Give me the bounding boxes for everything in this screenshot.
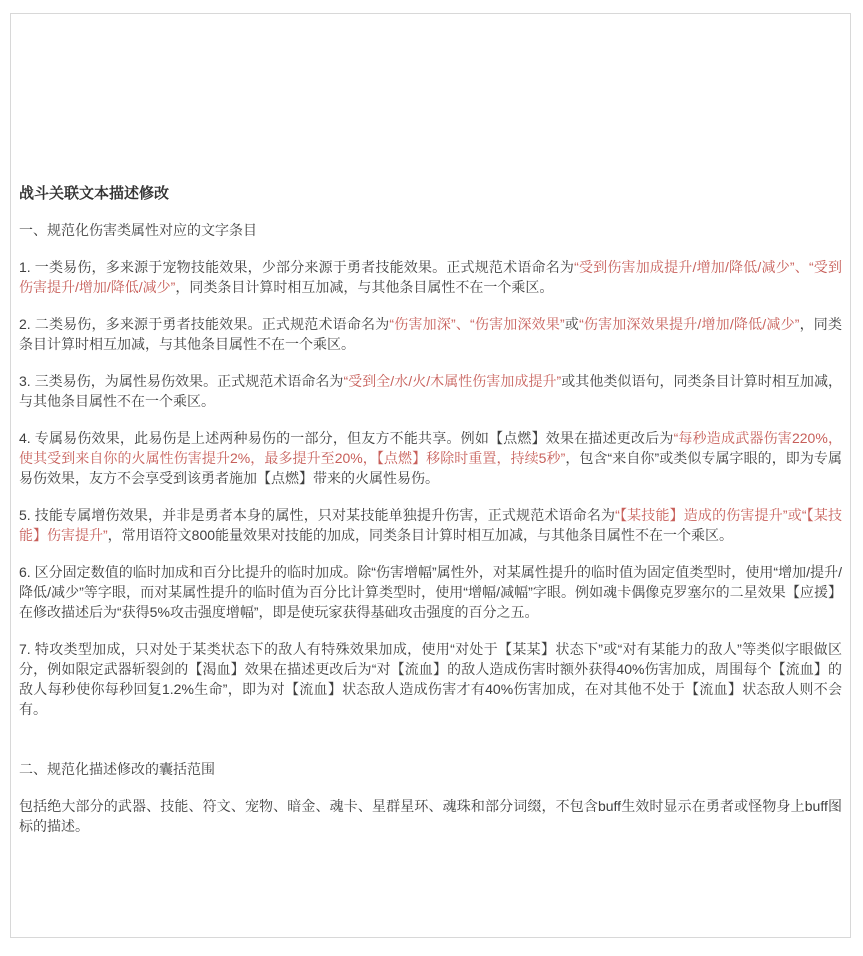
paragraph (19, 314, 842, 354)
highlighted-term: “伤害加深效果提升/增加/降低/减少” (579, 316, 800, 332)
highlighted-term: “每秒造成武器伤害220%，使其受到来自你的火属性伤害提升2%，最多提升至20%，【点燃】移除时重置，持续5秒” (19, 430, 842, 466)
body-text: 7. 特攻类型加成，只对处于某类状态下的敌人有特殊效果加成，使用“对处于【某某】状态下”或“对有某能力的敌人”等类似字眼做区分，例如限定武器斩裂剑的【渴血】效果在描述更改后为“对【流血】的敌人造成伤害时额外获得40%伤害加成，周围每个【流血】的敌人每秒使你每秒回复1.2%生命”，即为对【流血】状态敌人造成伤害才有40%伤害加成，在对其他不处于【流血】状态敌人则不会有。 (19, 641, 842, 717)
body-text: 或其他类似语句，同类条目计算时相互加减，与其他条目属性不在一个乘区。 (19, 373, 842, 409)
section-heading-1: 一、规范化伤害类属性对应的文字条目 (19, 222, 257, 238)
body-text: 6. 区分固定数值的临时加成和百分比提升的临时加成。除“伤害增幅”属性外，对某属性提升的临时值为固定值类型时，使用“增加/提升/降低/减少”等字眼，而对某属性提升的临时值为百分比计算类型时，使用“增幅/减幅”字眼。例如魂卡偶像克罗塞尔的二星效果【应援】在修改描述后为“获得5%攻击强度增幅”，即是使玩家获得基础攻击强度的百分之五。 (19, 564, 842, 620)
highlighted-term: “受到全/水/火/木属性伤害加成提升” (343, 373, 562, 389)
paragraph (19, 562, 842, 622)
paragraph (19, 796, 842, 836)
body-text: 1. 一类易伤，多来源于宠物技能效果，少部分来源于勇者技能效果。正式规范术语命名为 (19, 259, 575, 275)
paragraph (19, 371, 842, 411)
body-text: 3. 三类易伤，为属性易伤效果。正式规范术语命名为 (19, 373, 344, 389)
paragraph (19, 257, 842, 297)
body-text: 5. 技能专属增伤效果，并非是勇者本身的属性，只对某技能单独提升伤害，正式规范术语命名为 (19, 507, 616, 523)
highlighted-term: “伤害加深”、“伤害加深效果” (389, 316, 565, 332)
paragraph (19, 428, 842, 488)
sections-container (19, 220, 842, 836)
highlighted-term: “【某技能】造成的伤害提升”或“【某技能】伤害提升” (19, 507, 842, 543)
body-text: ，常用语符文800能量效果对技能的加成，同类条目计算时相互加减，与其他条目属性不在一个乘区。 (107, 527, 734, 543)
paragraph (19, 639, 842, 719)
section-heading-2: 二、规范化描述修改的囊括范围 (19, 761, 215, 777)
body-text: 2. 二类易伤，多来源于勇者技能效果。正式规范术语命名为 (19, 316, 390, 332)
body-text: ，包含“来自你”或类似专属字眼的，即为专属易伤效果，友方不会享受到该勇者施加【点燃】带来的火属性易伤。 (19, 450, 843, 486)
body-text: ，同类条目计算时相互加减，与其他条目属性不在一个乘区。 (175, 279, 554, 295)
page-title: 战斗关联文本描述修改 (19, 185, 170, 202)
document-panel (10, 13, 851, 938)
highlighted-term: “受到伤害加成提升/增加/降低/减少”、“受到伤害提升/增加/降低/减少” (19, 259, 842, 295)
body-text: ，同类条目计算时相互加减，与其他条目属性不在一个乘区。 (19, 316, 842, 352)
paragraph (19, 505, 842, 545)
body-text: 或 (564, 316, 580, 332)
body-text: 4. 专属易伤效果，此易伤是上述两种易伤的一部分，但友方不能共享。例如【点燃】效果在描述更改后为 (19, 430, 674, 446)
body-text: 包括绝大部分的武器、技能、符文、宠物、暗金、魂卡、星群星环、魂珠和部分词缀，不包含buff生效时显示在勇者或怪物身上buff图标的描述。 (19, 798, 842, 834)
